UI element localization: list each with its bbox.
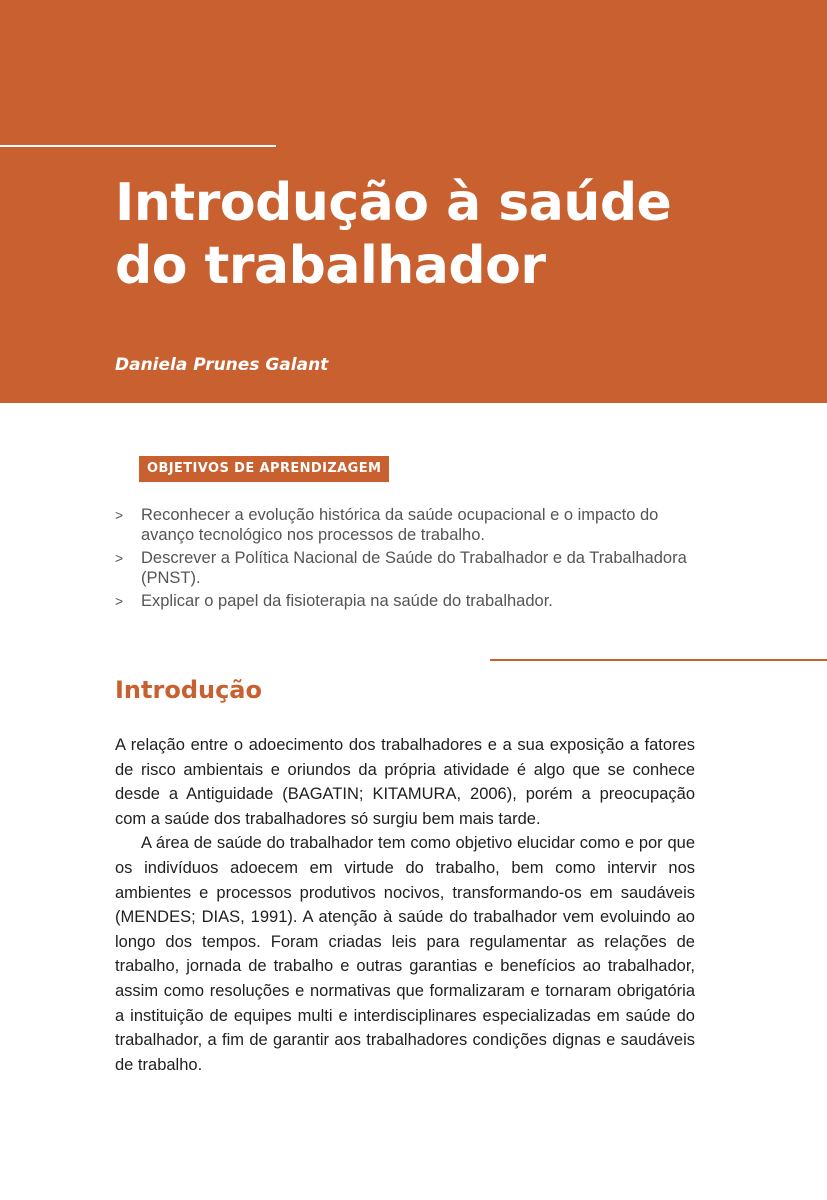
banner-divider xyxy=(0,145,276,147)
body-paragraph: A relação entre o adoecimento dos trabalhadores e a sua exposição a fatores de risco ambientais e oriundos da própria atividade é algo que se conhece desde a Antiguidade (BAGATIN; KITAMURA, 2006), porém a preocupação com a saúde dos trabalhadores só surgiu bem mais tarde. xyxy=(115,736,695,828)
body-paragraph: A área de saúde do trabalhador tem como objetivo elucidar como e por que os indivíduos adoecem em virtude do trabalho, bem como intervir nos ambientes e processos produtivos nocivos, transformando-os em saudáveis (MENDES; DIAS, 1991). A atenção à saúde do trabalhador vem evoluindo ao longo dos tempos. Foram criadas leis para regulamentar as relações de trabalho, jornada de trabalho e outras garantias e benefícios ao trabalhador, assim como resoluções e normativas que formalizaram e tornaram obrigatória a instituição de equipes multi e interdisciplinares especializadas em saúde do trabalhador, a fim de garantir aos trabalhadores condições dignas e saudáveis de trabalho. xyxy=(115,834,695,1074)
section-body xyxy=(115,733,695,1077)
objective-item xyxy=(115,591,705,611)
learning-objectives-list xyxy=(115,505,705,614)
chapter-title-line-2: do trabalhador xyxy=(115,236,546,296)
learning-objectives-label: OBJETIVOS DE APRENDIZAGEM xyxy=(139,456,389,482)
objective-text: Explicar o papel da fisioterapia na saúde do trabalhador. xyxy=(141,592,553,610)
chapter-banner xyxy=(0,0,827,403)
objective-item xyxy=(115,548,705,588)
section-divider xyxy=(490,659,827,661)
chevron-right-icon: > xyxy=(115,593,124,609)
objective-item xyxy=(115,505,705,545)
objective-text: Reconhecer a evolução histórica da saúde ocupacional e o impacto do avanço tecnológico nos processos de trabalho. xyxy=(141,506,659,544)
chapter-title xyxy=(115,172,795,298)
chapter-title-line-1: Introdução à saúde xyxy=(115,173,672,233)
chevron-right-icon: > xyxy=(115,507,124,523)
author-name: Daniela Prunes Galant xyxy=(115,355,329,375)
objective-text: Descrever a Política Nacional de Saúde do Trabalhador e da Trabalhadora (PNST). xyxy=(141,549,687,587)
chevron-right-icon: > xyxy=(115,550,124,566)
section-heading: Introdução xyxy=(115,676,262,704)
